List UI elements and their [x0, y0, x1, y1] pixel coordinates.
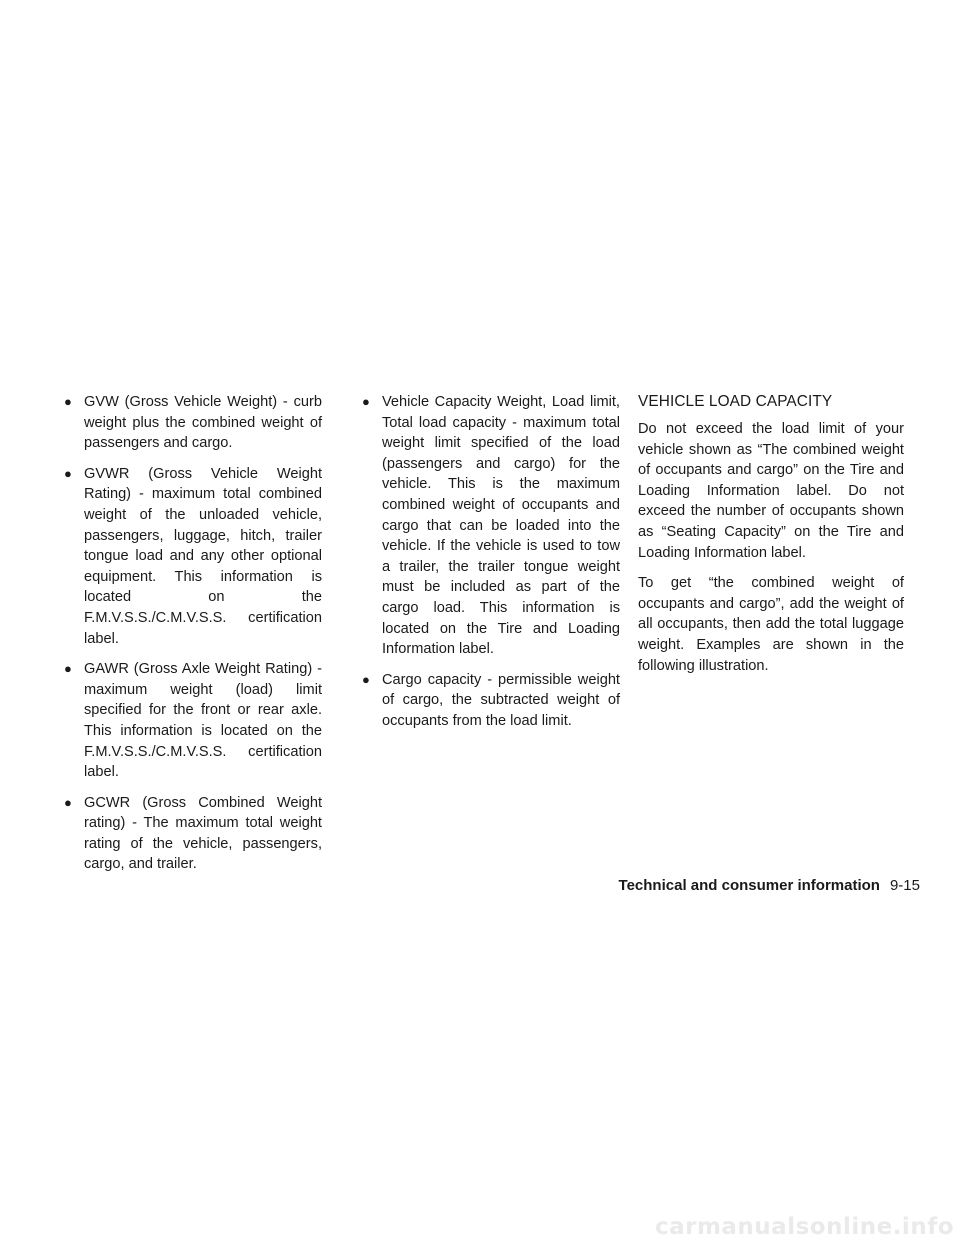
list-item [360, 392, 620, 660]
paragraph: To get “the combined weight of occupants and cargo”, add the weight of all occupants, then add the total luggage weight. Examples are shown in the following illustration. [638, 575, 904, 674]
bullet-icon: ● [64, 465, 72, 481]
list-item-text: Cargo capacity - permissible weight of cargo, the subtracted weight of occupants from the load limit. [382, 671, 620, 729]
bullet-icon: ● [362, 671, 370, 687]
list-item-text: GVWR (Gross Vehicle Weight Rating) - maximum total combined weight of the unloaded vehicle, passengers, luggage, hitch, trailer tongue load and any other optional equipment. This information is located on the F.M.V.S.S./C.M.V.S.S. certification label. [84, 465, 322, 647]
definitions-list-2 [360, 392, 620, 732]
definitions-list-1 [62, 392, 322, 875]
right-column [638, 392, 904, 686]
list-item [62, 793, 322, 875]
bullet-icon: ● [64, 794, 72, 810]
list-item-text: Vehicle Capacity Weight, Load limit, Total load capacity - maximum total weight limit specified of the load (passengers and cargo) for the vehicle. This is the maximum combined weight of occupants and cargo that can be loaded into the vehicle. If the vehicle is used to tow a trailer, the trailer tongue weight must be included as part of the cargo load. This information is located on the Tire and Loading Information label. [382, 394, 620, 658]
footer-section-title: Technical and consumer information [618, 877, 880, 894]
page-number: 9-15 [889, 877, 920, 894]
page-footer [560, 876, 920, 896]
paragraph: Do not exceed the load limit of your vehicle shown as “The combined weight of occupants and cargo” on the Tire and Loading Information label. Do not exceed the number of occupants shown as “Seating Capacity” on the Tire and Loading Information label. [638, 421, 904, 561]
list-item [360, 670, 620, 732]
bullet-icon: ● [64, 661, 72, 677]
list-item-text: GAWR (Gross Axle Weight Rating) - maximum weight (load) limit specified for the front or rear axle. This information is located on the F.M.V.S.S./C.M.V.S.S. certification label. [84, 661, 322, 781]
bullet-icon: ● [362, 394, 370, 409]
list-item-text: GVW (Gross Vehicle Weight) - curb weight plus the combined weight of passengers and cargo. [84, 394, 322, 452]
list-item [62, 464, 322, 649]
left-column [62, 392, 322, 885]
watermark: carmanualsonline.info [654, 1214, 954, 1240]
bullet-icon: ● [64, 394, 72, 409]
list-item-text: GCWR (Gross Combined Weight rating) - The maximum total weight rating of the vehicle, passengers, cargo, and trailer. [84, 794, 322, 873]
list-item [62, 659, 322, 783]
section-heading: VEHICLE LOAD CAPACITY [638, 393, 833, 410]
middle-column [360, 392, 620, 742]
list-item [62, 392, 322, 454]
